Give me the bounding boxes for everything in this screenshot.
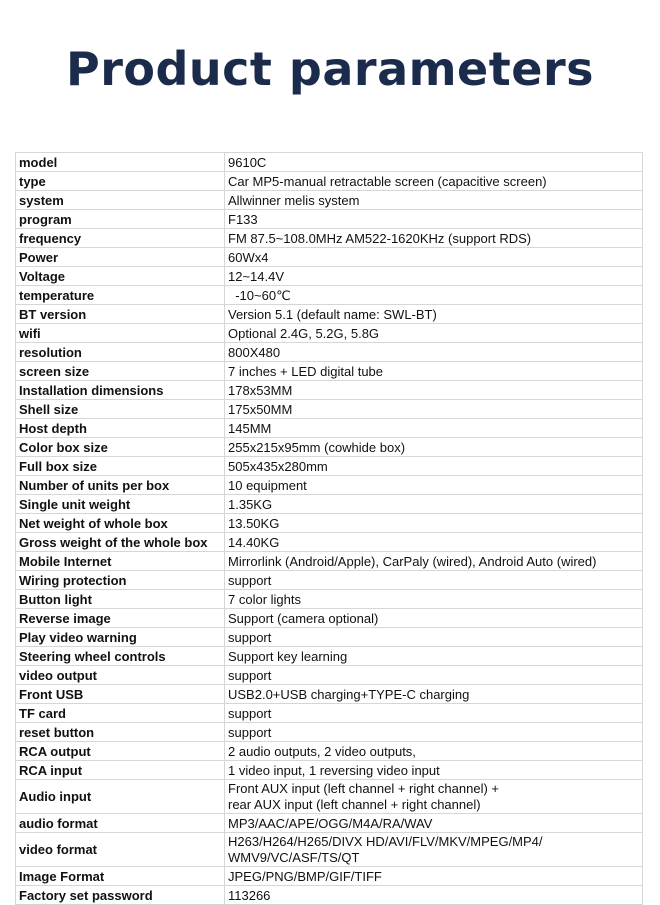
param-value-line: Car MP5-manual retractable screen (capacitive screen): [228, 173, 547, 189]
param-value-line: WMV9/VC/ASF/TS/QT: [228, 850, 360, 865]
param-label: Shell size: [16, 400, 225, 419]
param-value: [225, 666, 643, 685]
table-row: [16, 609, 643, 628]
table-row: [16, 833, 643, 867]
param-label: wifi: [16, 324, 225, 343]
param-label: Net weight of whole box: [16, 514, 225, 533]
param-value-line: Support key learning: [228, 648, 348, 664]
table-row: [16, 381, 643, 400]
param-value: [225, 210, 643, 229]
param-label: Play video warning: [16, 628, 225, 647]
table-row: [16, 647, 643, 666]
param-value-line: 1 video input, 1 reversing video input: [228, 762, 440, 778]
param-value: [225, 886, 643, 905]
param-value: [225, 419, 643, 438]
param-value-line: 145MM: [228, 420, 272, 436]
param-value: [225, 381, 643, 400]
table-row: [16, 153, 643, 172]
param-value: [225, 685, 643, 704]
table-row: [16, 704, 643, 723]
table-row: [16, 324, 643, 343]
param-value-line: support: [228, 667, 272, 683]
param-value-line: 178x53MM: [228, 382, 293, 398]
param-value-line: Support (camera optional): [228, 610, 379, 626]
param-label: Button light: [16, 590, 225, 609]
param-label: Steering wheel controls: [16, 647, 225, 666]
table-row: [16, 761, 643, 780]
table-row: [16, 514, 643, 533]
table-row: [16, 867, 643, 886]
param-value: [225, 153, 643, 172]
param-label: frequency: [16, 229, 225, 248]
param-label: Front USB: [16, 685, 225, 704]
param-label: Number of units per box: [16, 476, 225, 495]
param-label: Factory set password: [16, 886, 225, 905]
param-label: BT version: [16, 305, 225, 324]
table-row: [16, 552, 643, 571]
param-value: [225, 457, 643, 476]
table-row: [16, 210, 643, 229]
param-value: [225, 867, 643, 886]
param-value-line: 2 audio outputs, 2 video outputs,: [228, 743, 416, 759]
param-value-line: 1.35KG: [228, 496, 273, 512]
param-label: reset button: [16, 723, 225, 742]
table-row: [16, 229, 643, 248]
param-value-line: support: [228, 572, 272, 588]
param-value-line: JPEG/PNG/BMP/GIF/TIFF: [228, 868, 382, 884]
param-value-line: support: [228, 629, 272, 645]
table-row: [16, 286, 643, 305]
param-value-line: 14.40KG: [228, 534, 280, 550]
param-value-line: F133: [228, 211, 258, 227]
param-label: RCA input: [16, 761, 225, 780]
param-value-line: 60Wx4: [228, 249, 269, 265]
table-row: [16, 305, 643, 324]
param-label: Image Format: [16, 867, 225, 886]
param-value: [225, 742, 643, 761]
param-value-line: -10~60℃: [228, 287, 291, 303]
param-value: [225, 267, 643, 286]
param-value: [225, 324, 643, 343]
param-label: RCA output: [16, 742, 225, 761]
param-value-line: 175x50MM: [228, 401, 293, 417]
param-value: [225, 814, 643, 833]
table-row: [16, 191, 643, 210]
param-value: [225, 628, 643, 647]
table-row: [16, 438, 643, 457]
table-row: [16, 495, 643, 514]
param-value-line: support: [228, 724, 272, 740]
param-label: Gross weight of the whole box: [16, 533, 225, 552]
param-label: Audio input: [16, 780, 225, 814]
param-value: [225, 248, 643, 267]
table-row: [16, 267, 643, 286]
table-row: [16, 685, 643, 704]
spec-table-body: [16, 153, 643, 905]
table-row: [16, 571, 643, 590]
table-row: [16, 248, 643, 267]
param-value-line: support: [228, 705, 272, 721]
table-row: [16, 666, 643, 685]
param-value: [225, 191, 643, 210]
param-value-line: 800X480: [228, 344, 281, 360]
param-value-line: H263/H264/H265/DIVX HD/AVI/FLV/MKV/MPEG/MP4/: [228, 834, 543, 849]
param-value-line: Allwinner melis system: [228, 192, 360, 208]
param-value: [225, 647, 643, 666]
table-row: [16, 400, 643, 419]
table-row: [16, 457, 643, 476]
table-row: [16, 362, 643, 381]
table-row: [16, 628, 643, 647]
table-row: [16, 723, 643, 742]
param-label: Mobile Internet: [16, 552, 225, 571]
table-row: [16, 476, 643, 495]
param-label: screen size: [16, 362, 225, 381]
param-value-line: FM 87.5~108.0MHz AM522-1620KHz (support RDS): [228, 230, 532, 246]
param-value-line: 7 inches + LED digital tube: [228, 363, 384, 379]
table-row: [16, 343, 643, 362]
param-value-line: Version 5.1 (default name: SWL-BT): [228, 306, 437, 322]
param-label: Voltage: [16, 267, 225, 286]
param-label: resolution: [16, 343, 225, 362]
param-value: [225, 514, 643, 533]
param-value-line: 255x215x95mm (cowhide box): [228, 439, 406, 455]
param-label: system: [16, 191, 225, 210]
param-value-line: 505x435x280mm: [228, 458, 328, 474]
param-value-line: 13.50KG: [228, 515, 280, 531]
param-value: [225, 305, 643, 324]
param-label: video output: [16, 666, 225, 685]
table-row: [16, 780, 643, 814]
param-label: Reverse image: [16, 609, 225, 628]
param-value: [225, 286, 643, 305]
param-label: program: [16, 210, 225, 229]
param-value: [225, 400, 643, 419]
param-value-line: rear AUX input (left channel + right channel): [228, 797, 481, 812]
param-value: [225, 780, 643, 814]
param-value: [225, 571, 643, 590]
param-value-line: Mirrorlink (Android/Apple), CarPaly (wired), Android Auto (wired): [228, 553, 597, 569]
table-row: [16, 533, 643, 552]
spec-table: [15, 152, 643, 905]
param-label: Color box size: [16, 438, 225, 457]
param-value-line: 7 color lights: [228, 591, 301, 607]
param-value: [225, 438, 643, 457]
param-value: [225, 590, 643, 609]
param-value: [225, 476, 643, 495]
param-value: [225, 343, 643, 362]
param-label: Wiring protection: [16, 571, 225, 590]
param-value-line: 9610C: [228, 154, 267, 170]
table-row: [16, 172, 643, 191]
param-value-line: Optional 2.4G, 5.2G, 5.8G: [228, 325, 380, 341]
param-value: [225, 761, 643, 780]
param-value-line: 10 equipment: [228, 477, 307, 493]
param-label: audio format: [16, 814, 225, 833]
param-value: [225, 172, 643, 191]
param-label: type: [16, 172, 225, 191]
param-label: temperature: [16, 286, 225, 305]
table-row: [16, 886, 643, 905]
table-row: [16, 742, 643, 761]
page-title: Product parameters: [65, 42, 595, 96]
table-row: [16, 419, 643, 438]
param-value-line: USB2.0+USB charging+TYPE-C charging: [228, 686, 470, 702]
param-value: [225, 609, 643, 628]
param-value: [225, 552, 643, 571]
param-value: [225, 833, 643, 867]
param-label: Power: [16, 248, 225, 267]
param-value-line: 12~14.4V: [228, 268, 285, 284]
param-label: Host depth: [16, 419, 225, 438]
param-value: [225, 723, 643, 742]
param-value-line: Front AUX input (left channel + right channel) +: [228, 781, 499, 796]
param-value-line: 113266: [228, 887, 271, 903]
param-value: [225, 704, 643, 723]
param-label: Full box size: [16, 457, 225, 476]
param-label: model: [16, 153, 225, 172]
param-label: TF card: [16, 704, 225, 723]
param-value-line: MP3/AAC/APE/OGG/M4A/RA/WAV: [228, 815, 433, 831]
table-row: [16, 590, 643, 609]
param-value: [225, 533, 643, 552]
param-value: [225, 495, 643, 514]
param-value: [225, 229, 643, 248]
param-value: [225, 362, 643, 381]
param-label: Installation dimensions: [16, 381, 225, 400]
table-row: [16, 814, 643, 833]
param-label: Single unit weight: [16, 495, 225, 514]
param-label: video format: [16, 833, 225, 867]
